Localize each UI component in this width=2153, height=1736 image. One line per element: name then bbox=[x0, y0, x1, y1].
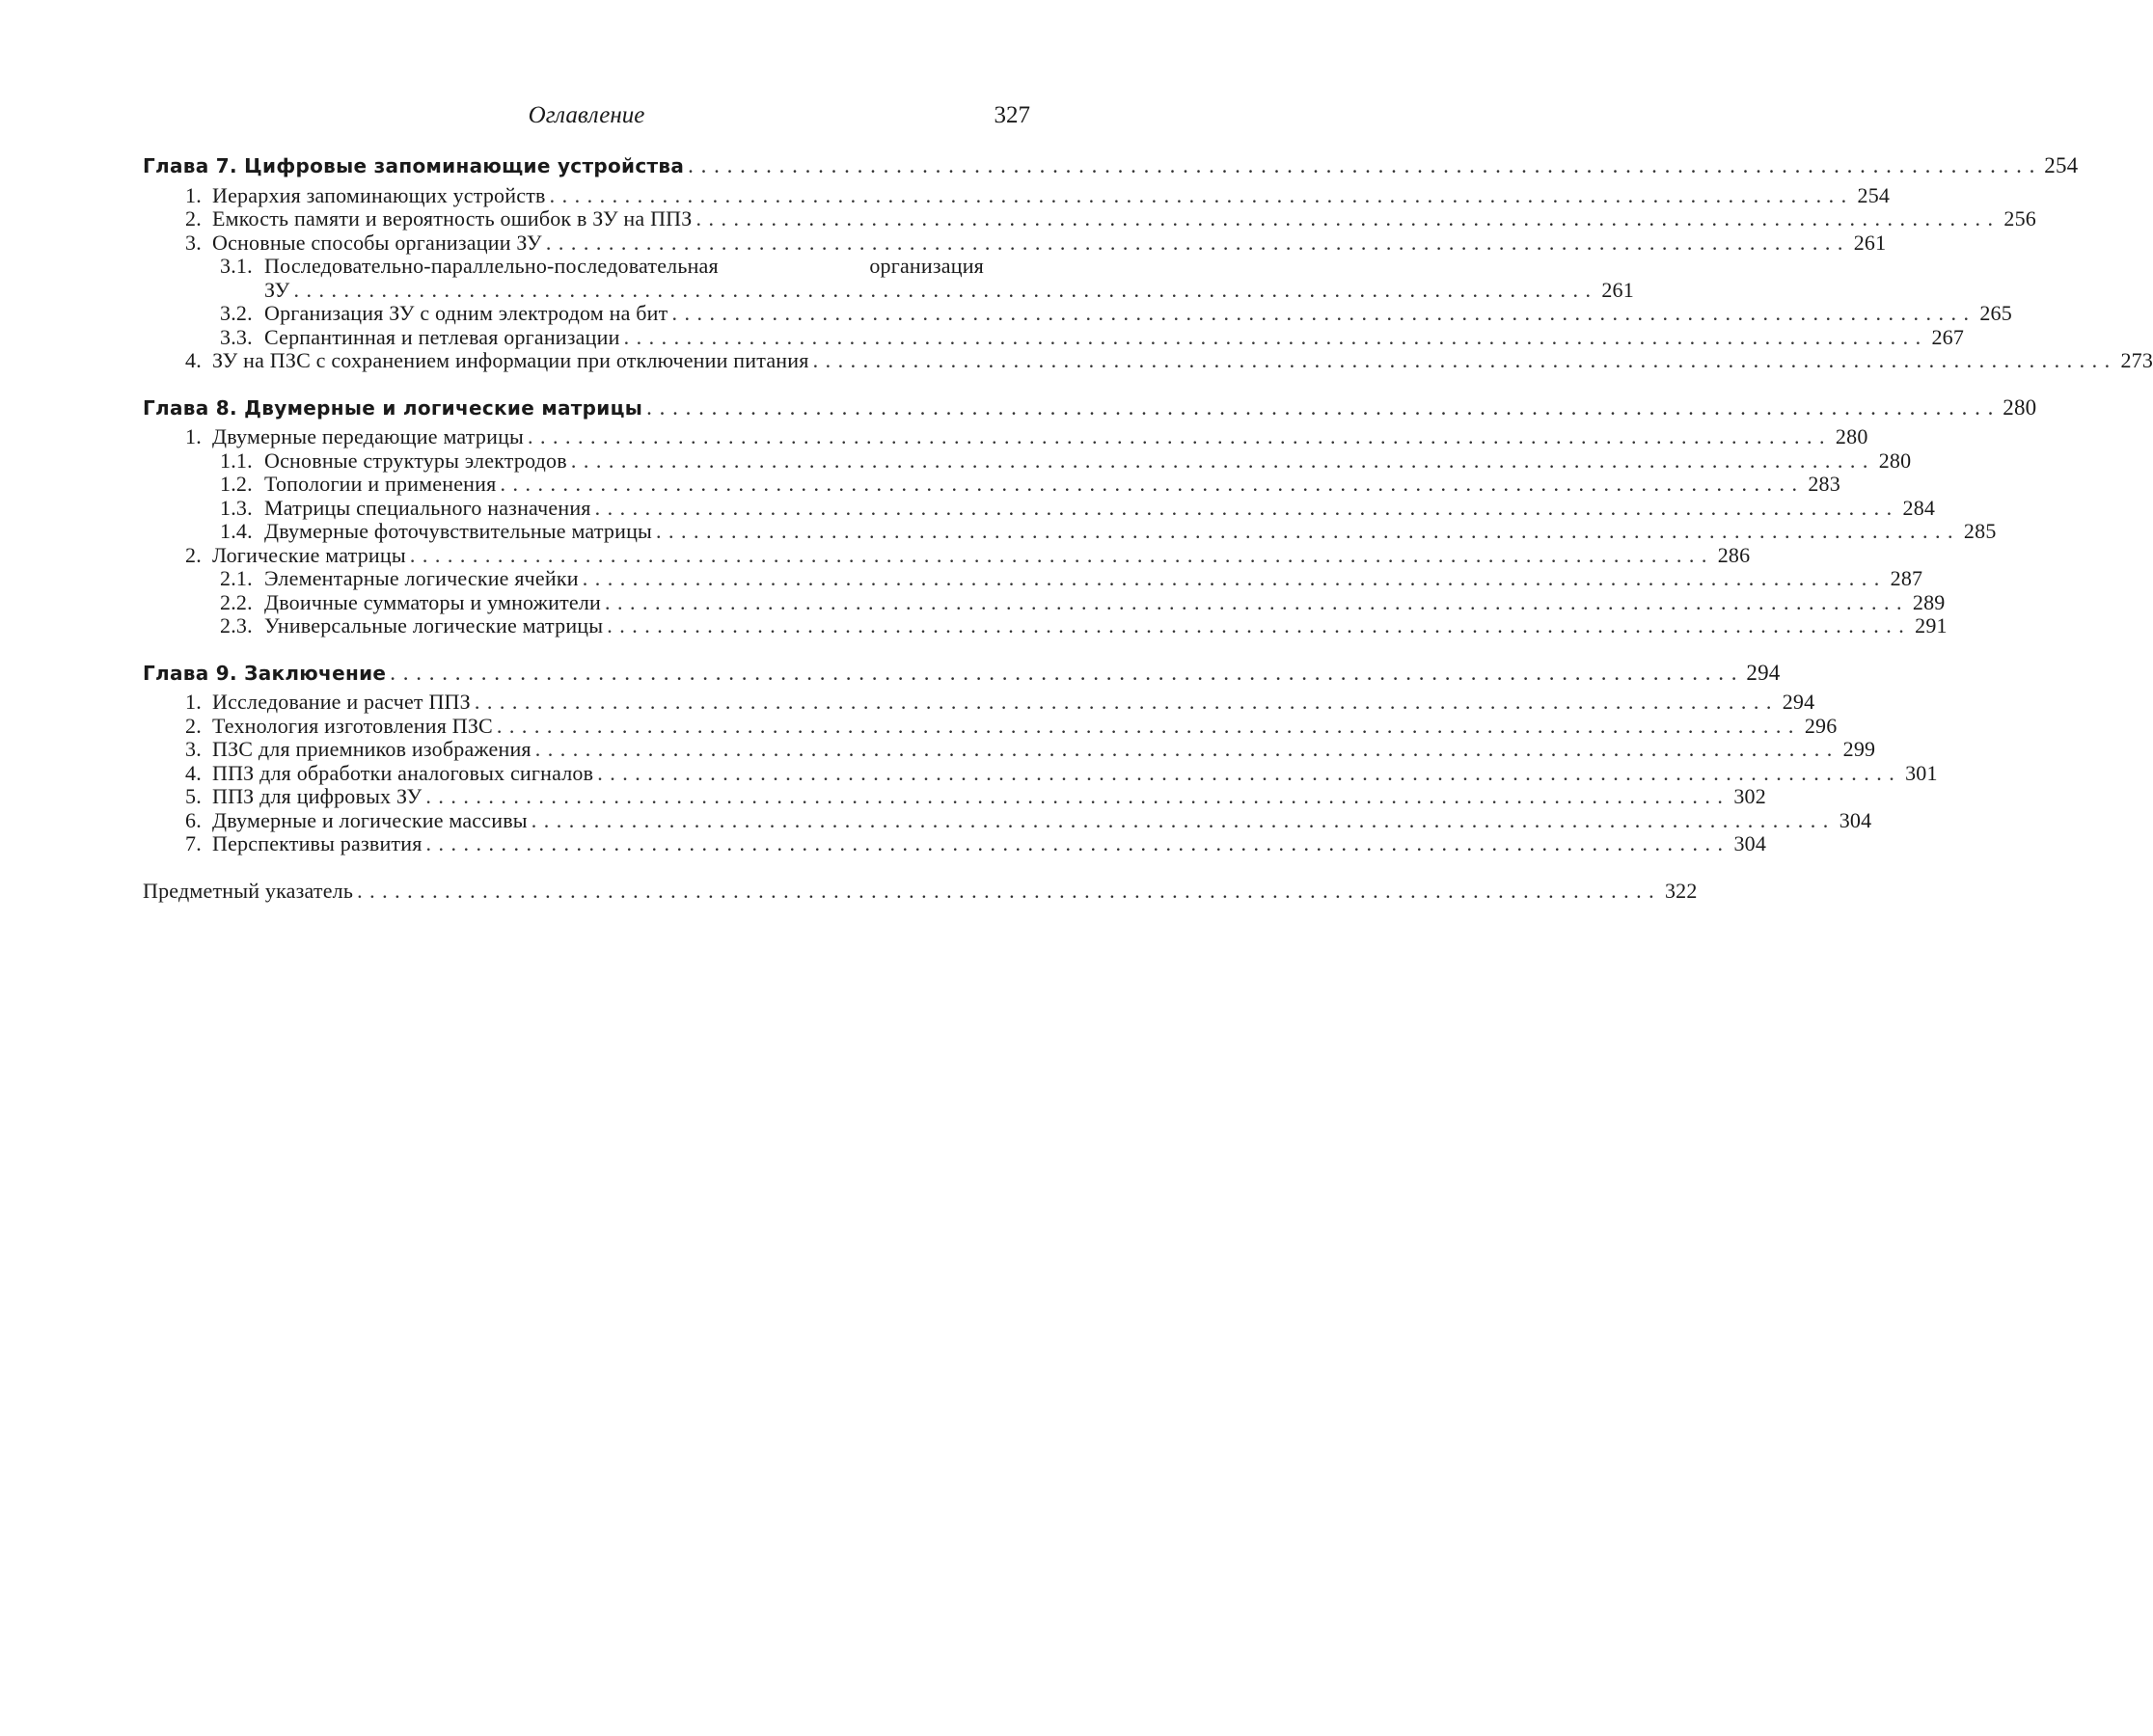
entry-number: 7. bbox=[185, 831, 202, 855]
entry-number: 5. bbox=[185, 784, 202, 808]
toc-entry[interactable] bbox=[143, 182, 1891, 208]
entry-number: 3.2. bbox=[220, 301, 253, 325]
entry-title: ППЗ для цифровых ЗУ bbox=[212, 784, 422, 808]
leader-dots bbox=[671, 302, 1970, 326]
leader-dots bbox=[357, 880, 1655, 904]
leader-dots bbox=[550, 184, 1848, 208]
entry-number: 1. bbox=[185, 424, 202, 448]
toc-entry[interactable] bbox=[143, 448, 1912, 474]
entry-number: 1.2. bbox=[220, 472, 253, 496]
leader-dots bbox=[688, 154, 2035, 178]
entry-number: 2.1. bbox=[220, 566, 253, 590]
entry-title: Универсальные логические матрицы bbox=[264, 613, 604, 637]
toc-page-number: 261 bbox=[1601, 277, 1634, 302]
toc-page-number: 289 bbox=[1912, 589, 1946, 614]
toc-entry[interactable] bbox=[143, 713, 1838, 739]
table-of-contents bbox=[143, 153, 2153, 903]
toc-page-number: 304 bbox=[1839, 807, 1872, 832]
leader-dots bbox=[583, 567, 1881, 591]
toc-page-number: 286 bbox=[1717, 542, 1751, 567]
toc-page-number: 291 bbox=[1915, 613, 1948, 637]
toc-page-number: 301 bbox=[1905, 760, 1938, 785]
leader-dots bbox=[390, 662, 1737, 686]
toc-page-number: 254 bbox=[2044, 153, 2079, 177]
toc-entry[interactable] bbox=[143, 831, 1767, 856]
entry-number: 2. bbox=[185, 542, 202, 567]
chapter-heading[interactable] bbox=[143, 394, 2037, 420]
leader-dots bbox=[597, 762, 1895, 786]
toc-entry[interactable] bbox=[143, 348, 2153, 373]
toc-page-number: 280 bbox=[1835, 424, 1868, 448]
toc-page-number: 287 bbox=[1890, 566, 1923, 590]
leader-dots bbox=[531, 809, 1830, 833]
toc-page-number: 285 bbox=[1963, 519, 1997, 543]
toc-entry[interactable] bbox=[143, 589, 1946, 615]
leader-dots bbox=[410, 544, 1708, 568]
leader-dots bbox=[500, 473, 1798, 497]
chapter-heading[interactable] bbox=[143, 660, 1781, 686]
toc-page-number: 284 bbox=[1902, 495, 1936, 520]
entry-title: Матрицы специального назначения bbox=[264, 495, 591, 520]
toc-entry-wrapped[interactable] bbox=[143, 255, 1030, 279]
toc-entry[interactable] bbox=[143, 613, 1948, 638]
leader-dots bbox=[293, 279, 1592, 303]
entry-title: Иерархия запоминающих устройств bbox=[212, 182, 546, 207]
leader-dots bbox=[426, 832, 1725, 856]
entry-number: 2.3. bbox=[220, 613, 253, 637]
entry-title: ПЗС для приемников изображения bbox=[212, 737, 531, 761]
entry-number: 6. bbox=[185, 807, 202, 832]
entry-title-part: организация bbox=[869, 254, 984, 278]
entry-title: Элементарные логические ячейки bbox=[264, 566, 579, 590]
entry-title: Логические матрицы bbox=[212, 542, 406, 567]
toc-page-number: 283 bbox=[1808, 472, 1840, 496]
leader-dots bbox=[535, 738, 1834, 762]
entry-number: 3.1. bbox=[220, 254, 253, 278]
toc-page-number: 294 bbox=[1746, 660, 1781, 685]
leader-dots bbox=[546, 231, 1844, 256]
chapter-title: Глава 9. Заключение bbox=[143, 661, 387, 685]
entry-title: Двумерные передающие матрицы bbox=[212, 424, 525, 448]
leader-dots bbox=[425, 785, 1724, 809]
toc-page-number: 304 bbox=[1733, 831, 1767, 855]
leader-dots bbox=[528, 425, 1826, 449]
entry-number: 3. bbox=[185, 737, 202, 761]
entry-title: Исследование и расчет ППЗ bbox=[212, 690, 471, 714]
entry-title: Перспективы развития bbox=[212, 831, 422, 855]
entry-title: Основные способы организации ЗУ bbox=[212, 230, 542, 255]
entry-title: ЗУ на ПЗС с сохранением информации при отключении питания bbox=[212, 348, 809, 372]
entry-title-line2: ЗУ bbox=[264, 277, 290, 302]
toc-page-number: 322 bbox=[1664, 878, 1698, 903]
entry-number: 1. bbox=[185, 690, 202, 714]
entry-number: 1.1. bbox=[220, 448, 253, 473]
toc-entry[interactable] bbox=[143, 301, 2012, 326]
entry-title: Емкость памяти и вероятность ошибок в ЗУ на ППЗ bbox=[212, 206, 693, 231]
running-head bbox=[143, 102, 1030, 137]
entry-title: Топологии и применения bbox=[264, 472, 497, 496]
chapter-heading[interactable] bbox=[143, 153, 2079, 178]
toc-page-number: 280 bbox=[2003, 394, 2037, 420]
leader-dots bbox=[605, 591, 1903, 615]
leader-dots bbox=[497, 715, 1795, 739]
toc-entry[interactable] bbox=[143, 784, 1766, 809]
toc-entry-index[interactable] bbox=[143, 878, 1698, 904]
entry-title: Предметный указатель bbox=[143, 878, 354, 903]
toc-page-number: 254 bbox=[1857, 182, 1891, 207]
toc-page-number: 273 bbox=[2120, 348, 2153, 372]
toc-entry[interactable] bbox=[143, 424, 1868, 449]
chapter-8 bbox=[143, 394, 2037, 638]
entry-number: 2.2. bbox=[220, 589, 253, 614]
toc-entry[interactable] bbox=[143, 472, 1840, 497]
entry-title: Серпантинная и петлевая организации bbox=[264, 324, 620, 349]
leader-dots bbox=[475, 691, 1773, 715]
entry-title-line1 bbox=[264, 255, 1030, 279]
entry-title: Двумерные и логические массивы bbox=[212, 807, 528, 832]
toc-page-number: 299 bbox=[1842, 737, 1876, 761]
chapter-7 bbox=[143, 153, 2153, 373]
leader-dots bbox=[624, 326, 1922, 350]
entry-number: 4. bbox=[185, 760, 202, 785]
toc-entry[interactable] bbox=[143, 324, 1965, 350]
toc-entry[interactable] bbox=[143, 206, 2036, 231]
entry-number: 2. bbox=[185, 206, 202, 231]
entry-number: 2. bbox=[185, 713, 202, 738]
toc-page-number: 302 bbox=[1733, 784, 1766, 808]
entry-number: 4. bbox=[185, 348, 202, 372]
toc-page-number: 280 bbox=[1878, 448, 1912, 473]
toc-entry[interactable] bbox=[143, 542, 1751, 568]
leader-dots bbox=[595, 497, 1894, 521]
toc-entry[interactable] bbox=[143, 690, 1815, 715]
leader-dots bbox=[607, 614, 1905, 638]
chapter-title: Глава 7. Цифровые запоминающие устройства bbox=[143, 154, 685, 177]
entry-title: Двумерные фоточувствительные матрицы bbox=[264, 519, 653, 543]
toc-page-number: 296 bbox=[1804, 713, 1838, 738]
entry-number: 1.4. bbox=[220, 519, 253, 543]
toc-page-number: 294 bbox=[1782, 690, 1815, 714]
entry-number: 1. bbox=[185, 182, 202, 207]
leader-dots bbox=[571, 449, 1869, 474]
chapter-title: Глава 8. Двумерные и логические матрицы bbox=[143, 395, 643, 420]
toc-entry[interactable] bbox=[143, 760, 1938, 786]
entry-title: Технология изготовления ПЗС bbox=[212, 713, 493, 738]
entry-number: 3.3. bbox=[220, 324, 253, 349]
entry-title: Основные структуры электродов bbox=[264, 448, 567, 473]
toc-page-number: 256 bbox=[2003, 206, 2036, 231]
entry-title-part: Последовательно-параллельно-последовательная bbox=[264, 254, 719, 278]
toc-entry-continuation[interactable] bbox=[143, 277, 1634, 303]
toc-entry[interactable] bbox=[143, 230, 1887, 256]
entry-title: ППЗ для обработки аналоговых сигналов bbox=[212, 760, 594, 785]
toc-entry[interactable] bbox=[143, 566, 1923, 591]
toc-entry[interactable] bbox=[143, 495, 1936, 521]
leader-dots bbox=[813, 349, 2112, 373]
entry-number: 3. bbox=[185, 230, 202, 255]
toc-page-number: 267 bbox=[1931, 324, 1965, 349]
toc-entry[interactable] bbox=[143, 519, 1997, 544]
leader-dots bbox=[656, 520, 1954, 544]
chapter-9 bbox=[143, 660, 1938, 856]
toc-page-number: 265 bbox=[1979, 301, 2012, 325]
toc-entry[interactable] bbox=[143, 737, 1876, 762]
entry-title: Организация ЗУ с одним электродом на бит bbox=[264, 301, 668, 325]
toc-page-number: 261 bbox=[1853, 230, 1887, 255]
toc-entry[interactable] bbox=[143, 807, 1872, 833]
entry-number: 1.3. bbox=[220, 495, 253, 520]
page-number: 327 bbox=[994, 102, 1030, 128]
leader-dots bbox=[646, 396, 1994, 420]
leader-dots bbox=[695, 207, 1994, 231]
running-title: Оглавление bbox=[528, 102, 645, 128]
entry-title: Двоичные сумматоры и умножители bbox=[264, 589, 602, 614]
